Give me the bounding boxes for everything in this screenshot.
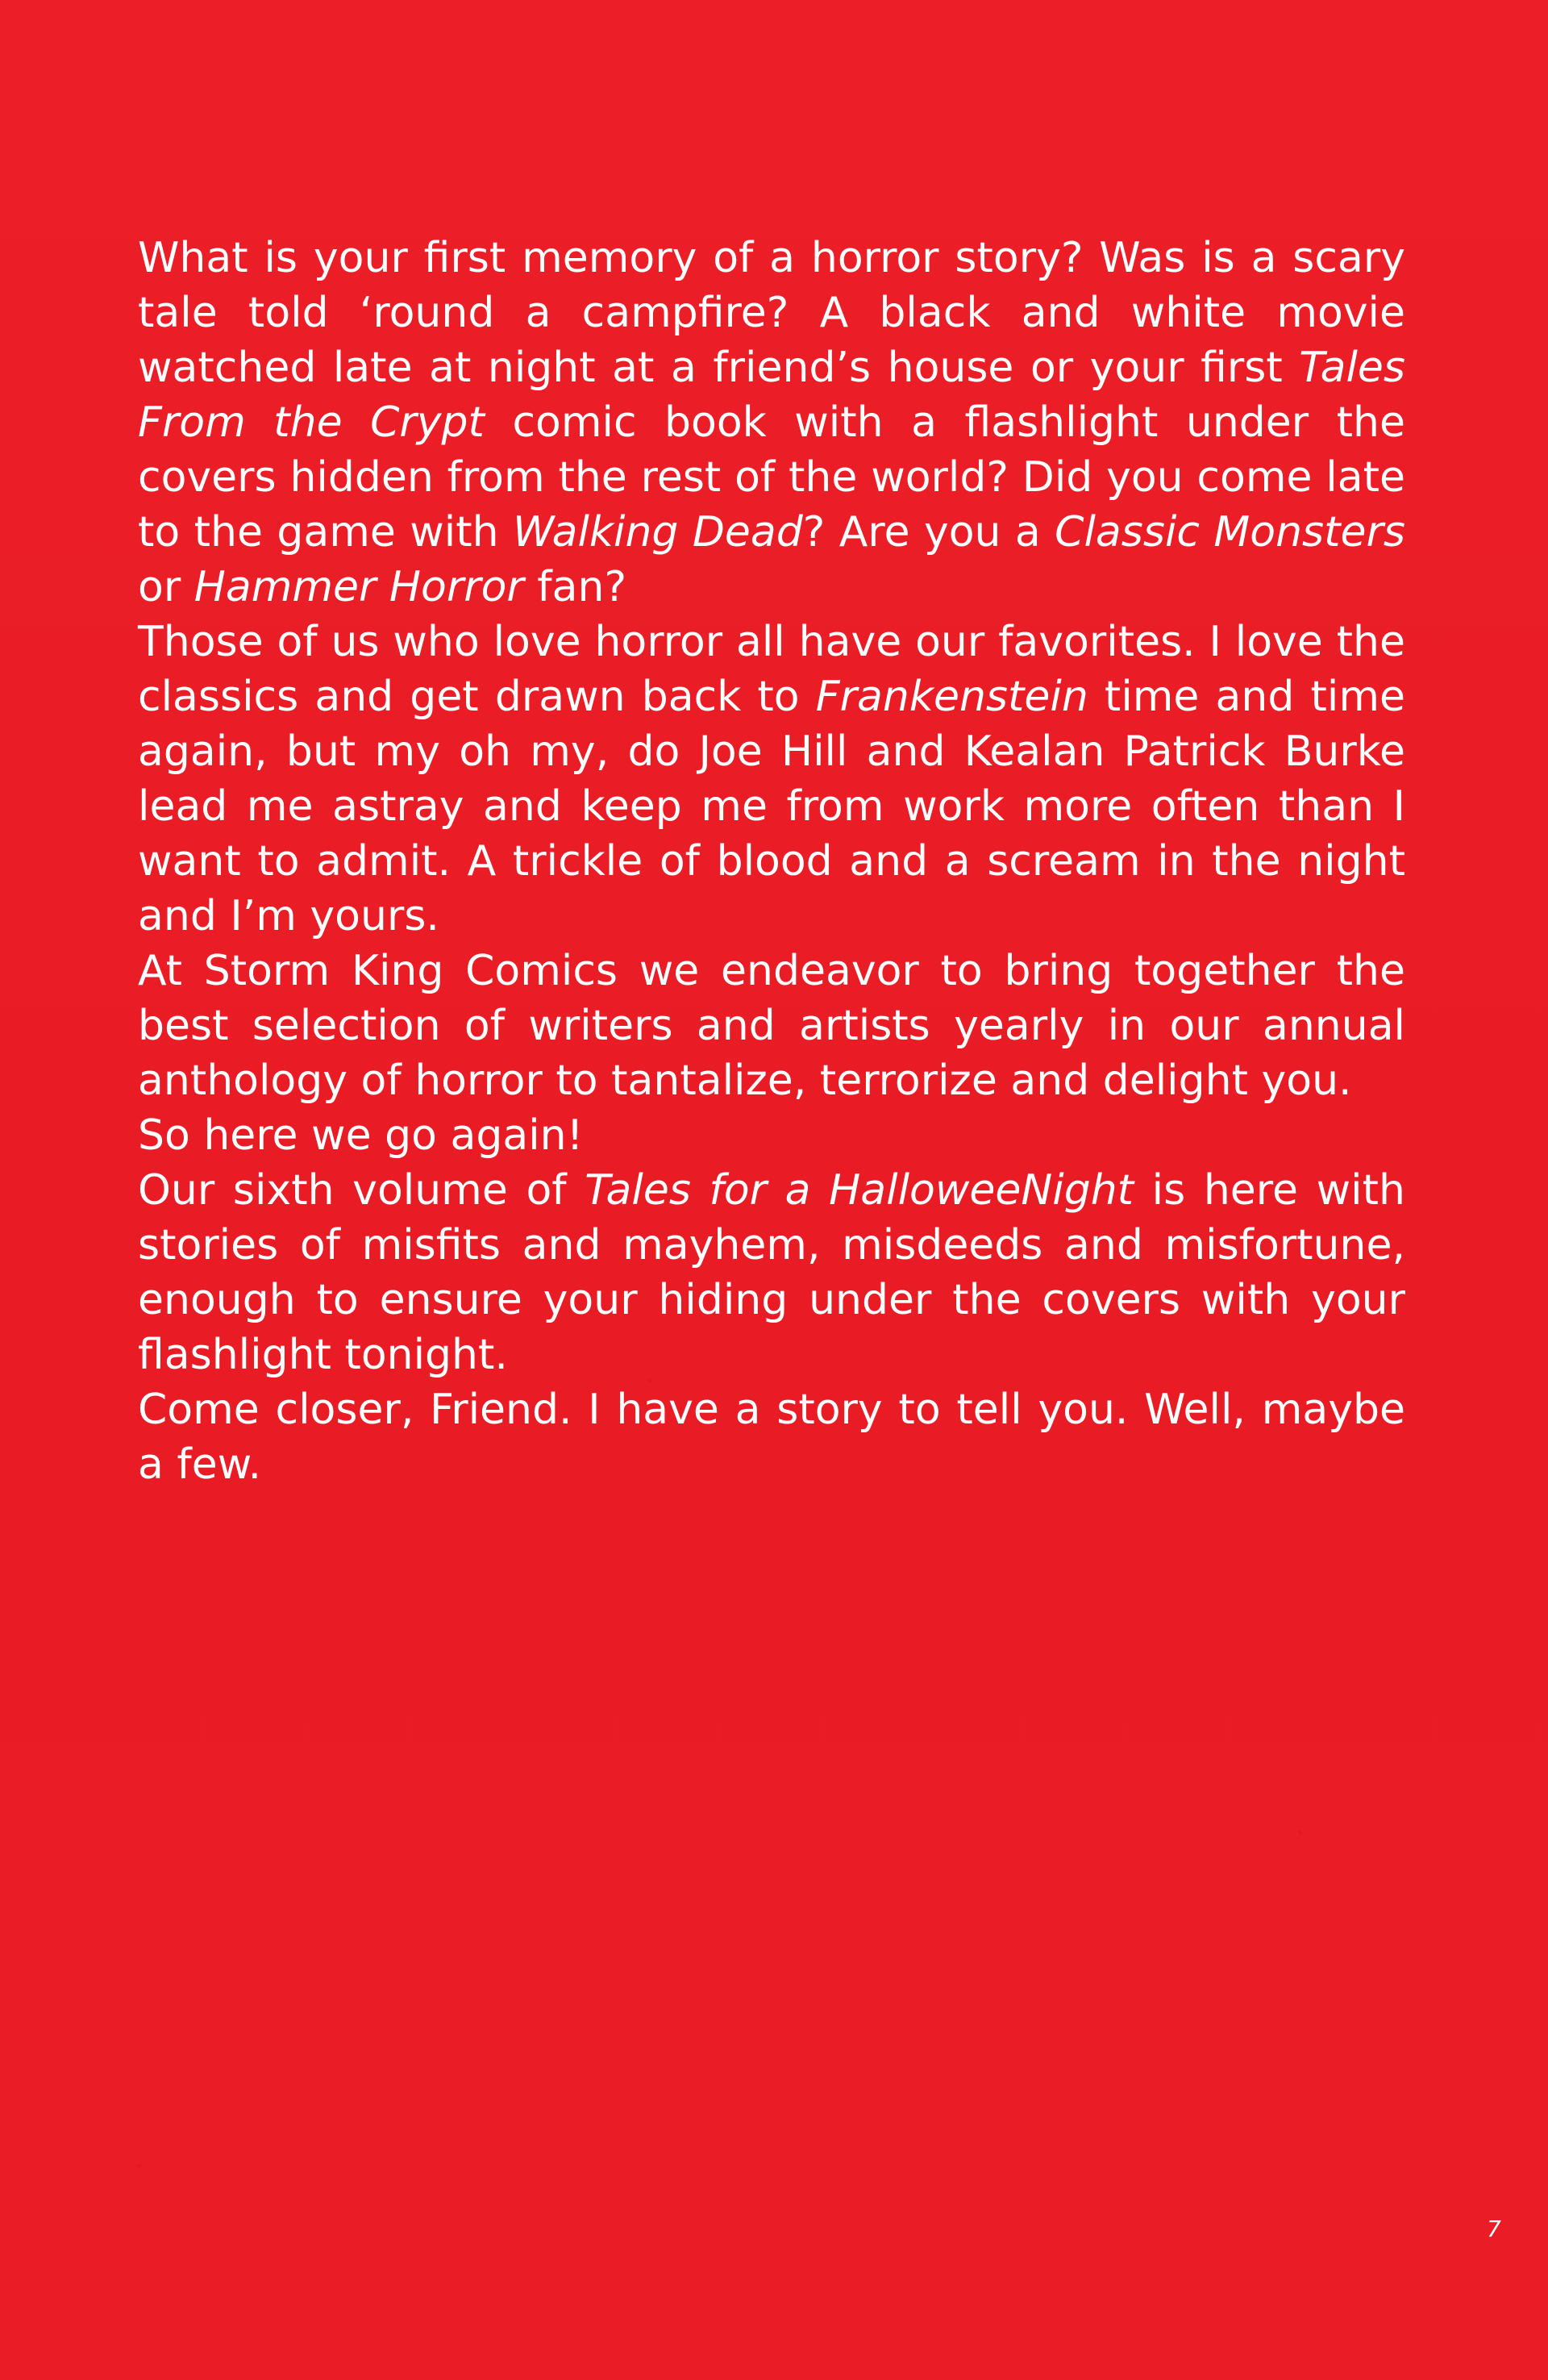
paragraph-text: What is your first memory of a horror story? Was is a scary tale told ‘round a campfire? A black and white movie watched late at night at a friend’s house or your first [138, 234, 1405, 392]
paragraph-text: fan? [523, 563, 627, 611]
page-number: 7 [1487, 2215, 1501, 2242]
italic-title: Tales for a HalloweeNight [585, 1166, 1134, 1215]
body-text [138, 231, 1405, 1492]
paragraph-come-closer: Come closer, Friend. I have a story to tell you. Well, maybe a few. [138, 1386, 1405, 1489]
paragraph-text: comic book with a flashlight under the covers hidden from the rest of the world? Did you come late to the game with [138, 398, 1405, 556]
italic-title: Classic Monsters [1055, 508, 1405, 556]
paragraph-text: time and time again, but my oh my, do Joe Hill and Kealan Patrick Burke lead me astray and keep me from work more often than I want to admit. A trickle of blood and a scream in the night and I’m yours. [138, 673, 1405, 940]
italic-title: Hammer Horror [194, 563, 524, 611]
paragraph-text: is here with stories of misfits and mayhem, misdeeds and misfortune, enough to ensure your hiding under the covers with your flashlight tonight. [138, 1166, 1405, 1379]
paragraph-favorites [138, 615, 1405, 944]
italic-title: Frankenstein [815, 673, 1088, 721]
paragraph-text: Our sixth volume of [138, 1166, 585, 1215]
paragraph-here-we-go: So here we go again! [138, 1111, 584, 1160]
italic-title: Walking Dead [513, 508, 803, 556]
italic-title: Tales From the Crypt [138, 344, 1405, 447]
paragraph-first-memory [138, 231, 1405, 615]
paragraph-sixth-volume [138, 1163, 1405, 1382]
paragraph-text: ? Are you a [802, 508, 1055, 556]
paragraph-storm-king: At Storm King Comics we endeavor to bring together the best selection of writers and artists yearly in our annual anthology of horror to tantalize, terrorize and delight you. [138, 947, 1405, 1105]
paragraph-text: Those of us who love horror all have our favorites. I love the classics and get drawn back to [138, 618, 1405, 721]
paragraph-text: or [138, 563, 194, 611]
